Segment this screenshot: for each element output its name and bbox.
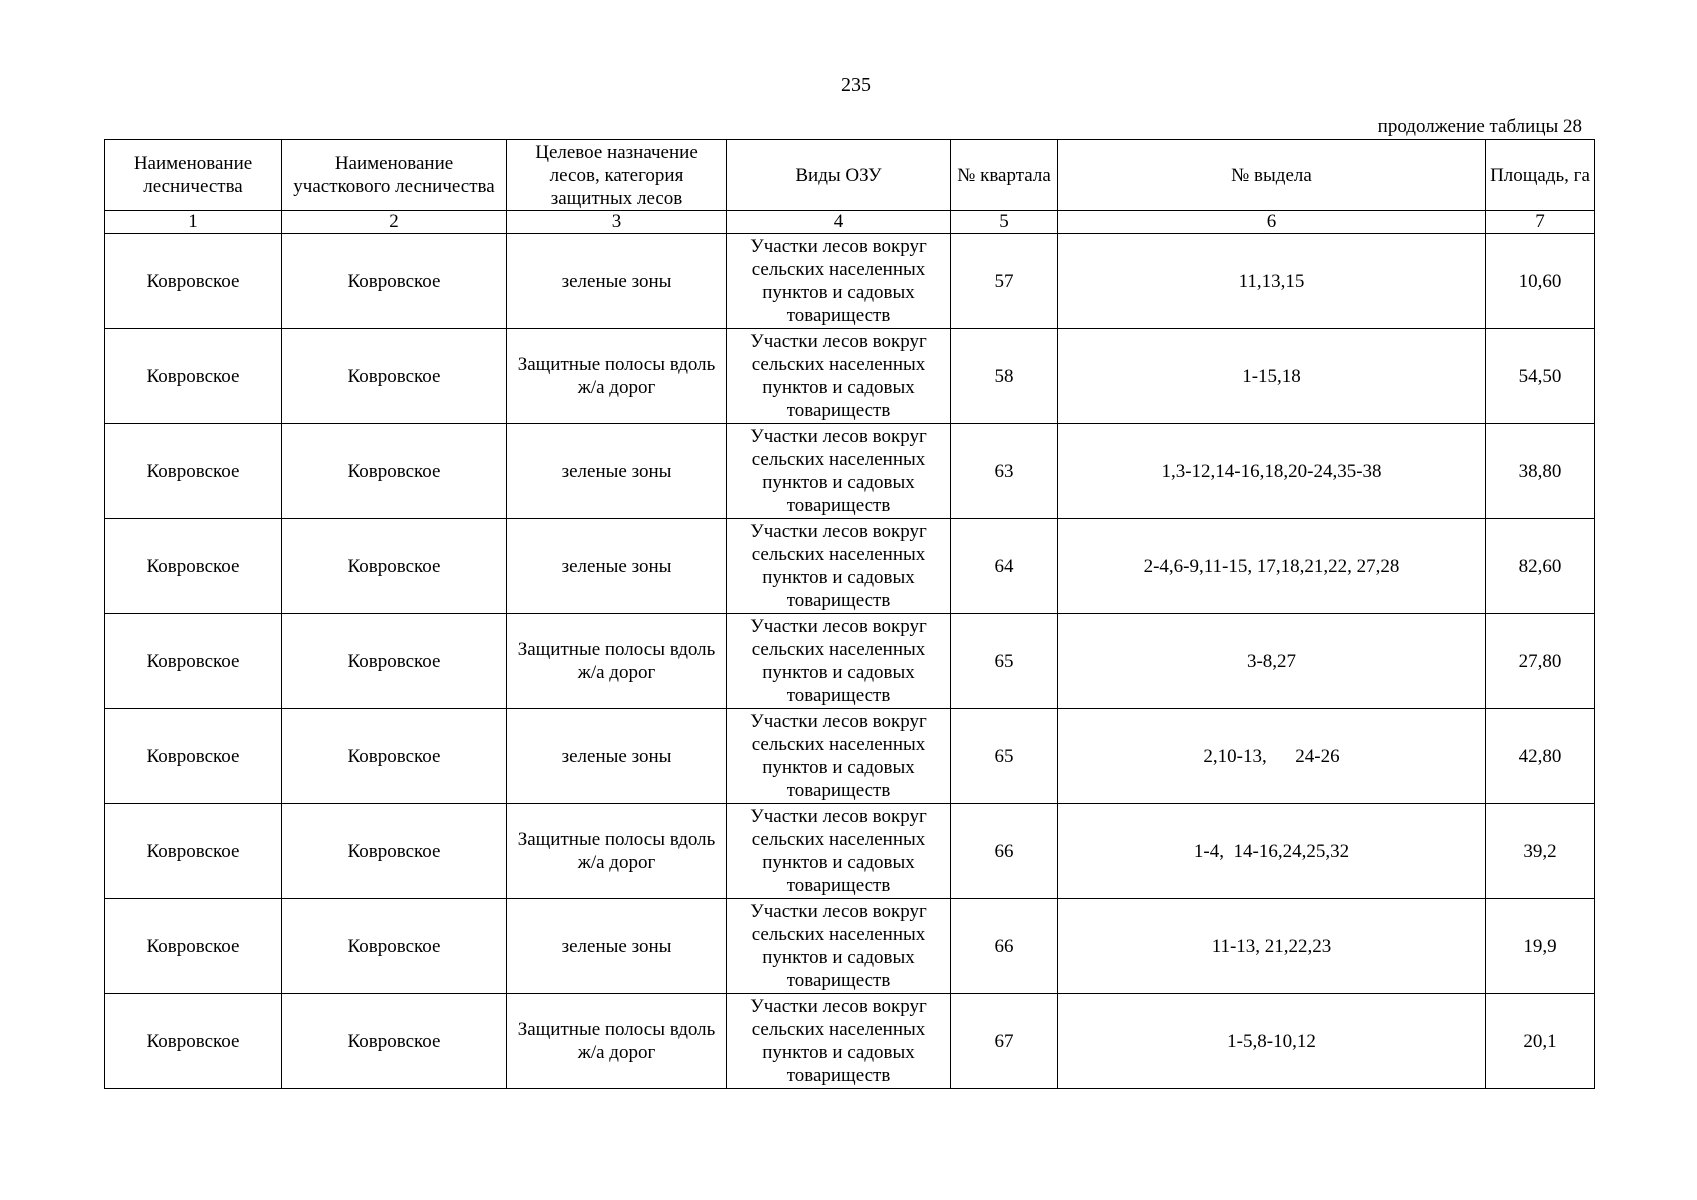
cell-purpose: Защитные полосы вдоль ж/а дорог [507,994,727,1089]
column-number: 6 [1058,211,1486,234]
cell-forestry: Ковровское [105,424,282,519]
cell-quarter: 66 [951,804,1058,899]
cell-district-forestry: Ковровское [282,709,507,804]
cell-purpose: зеленые зоны [507,234,727,329]
cell-purpose: зеленые зоны [507,709,727,804]
cell-area: 19,9 [1486,899,1595,994]
cell-ozu-type: Участки лесов вокруг сельских населенных пунктов и садовых товариществ [727,994,951,1089]
cell-forestry: Ковровское [105,804,282,899]
cell-area: 27,80 [1486,614,1595,709]
table-row [105,424,1595,519]
cell-plots: 1-15,18 [1058,329,1486,424]
cell-district-forestry: Ковровское [282,899,507,994]
cell-district-forestry: Ковровское [282,804,507,899]
column-number: 3 [507,211,727,234]
column-number: 7 [1486,211,1595,234]
cell-purpose: Защитные полосы вдоль ж/а дорог [507,329,727,424]
cell-area: 20,1 [1486,994,1595,1089]
column-number: 5 [951,211,1058,234]
cell-purpose: Защитные полосы вдоль ж/а дорог [507,614,727,709]
table-row [105,519,1595,614]
cell-ozu-type: Участки лесов вокруг сельских населенных пунктов и садовых товариществ [727,519,951,614]
cell-plots: 11-13, 21,22,23 [1058,899,1486,994]
cell-ozu-type: Участки лесов вокруг сельских населенных пунктов и садовых товариществ [727,234,951,329]
cell-purpose: зеленые зоны [507,899,727,994]
cell-forestry: Ковровское [105,899,282,994]
cell-ozu-type: Участки лесов вокруг сельских населенных пунктов и садовых товариществ [727,329,951,424]
cell-district-forestry: Ковровское [282,614,507,709]
cell-area: 10,60 [1486,234,1595,329]
table-row [105,709,1595,804]
cell-ozu-type: Участки лесов вокруг сельских населенных пунктов и садовых товариществ [727,614,951,709]
cell-ozu-type: Участки лесов вокруг сельских населенных пунктов и садовых товариществ [727,424,951,519]
cell-plots: 2,10-13, 24-26 [1058,709,1486,804]
cell-quarter: 64 [951,519,1058,614]
cell-purpose: зеленые зоны [507,424,727,519]
page-number: 235 [841,74,871,96]
cell-plots: 2-4,6-9,11-15, 17,18,21,22, 27,28 [1058,519,1486,614]
cell-quarter: 67 [951,994,1058,1089]
table-row [105,899,1595,994]
cell-forestry: Ковровское [105,709,282,804]
table-row [105,994,1595,1089]
cell-ozu-type: Участки лесов вокруг сельских населенных пунктов и садовых товариществ [727,709,951,804]
cell-plots: 3-8,27 [1058,614,1486,709]
header-plots: № выдела [1058,140,1486,211]
header-quarter: № квартала [951,140,1058,211]
column-number-row [105,211,1595,234]
header-area: Площадь, га [1486,140,1595,211]
header-district-forestry: Наименование участкового лесничества [282,140,507,211]
cell-area: 42,80 [1486,709,1595,804]
header-ozu-types: Виды ОЗУ [727,140,951,211]
cell-quarter: 65 [951,614,1058,709]
cell-forestry: Ковровское [105,614,282,709]
cell-plots: 1-4, 14-16,24,25,32 [1058,804,1486,899]
cell-plots: 1-5,8-10,12 [1058,994,1486,1089]
cell-quarter: 63 [951,424,1058,519]
cell-ozu-type: Участки лесов вокруг сельских населенных пунктов и садовых товариществ [727,899,951,994]
table-row [105,329,1595,424]
cell-district-forestry: Ковровское [282,424,507,519]
cell-district-forestry: Ковровское [282,994,507,1089]
cell-purpose: зеленые зоны [507,519,727,614]
cell-district-forestry: Ковровское [282,519,507,614]
cell-district-forestry: Ковровское [282,329,507,424]
header-forestry: Наименование лесничества [105,140,282,211]
cell-area: 38,80 [1486,424,1595,519]
cell-plots: 11,13,15 [1058,234,1486,329]
cell-purpose: Защитные полосы вдоль ж/а дорог [507,804,727,899]
forest-protection-table [104,139,1595,1089]
cell-district-forestry: Ковровское [282,234,507,329]
cell-ozu-type: Участки лесов вокруг сельских населенных пунктов и садовых товариществ [727,804,951,899]
column-number: 1 [105,211,282,234]
column-number: 2 [282,211,507,234]
cell-quarter: 58 [951,329,1058,424]
cell-area: 39,2 [1486,804,1595,899]
cell-area: 82,60 [1486,519,1595,614]
table-body [105,234,1595,1089]
cell-quarter: 65 [951,709,1058,804]
cell-area: 54,50 [1486,329,1595,424]
table-row [105,804,1595,899]
cell-forestry: Ковровское [105,994,282,1089]
table-row [105,614,1595,709]
header-row [105,140,1595,211]
cell-forestry: Ковровское [105,234,282,329]
cell-quarter: 57 [951,234,1058,329]
cell-forestry: Ковровское [105,519,282,614]
cell-plots: 1,3-12,14-16,18,20-24,35-38 [1058,424,1486,519]
table-continuation-note: продолжение таблицы 28 [1377,116,1582,137]
cell-forestry: Ковровское [105,329,282,424]
cell-quarter: 66 [951,899,1058,994]
table-row [105,234,1595,329]
header-purpose: Целевое назначение лесов, категория защитных лесов [507,140,727,211]
column-number: 4 [727,211,951,234]
